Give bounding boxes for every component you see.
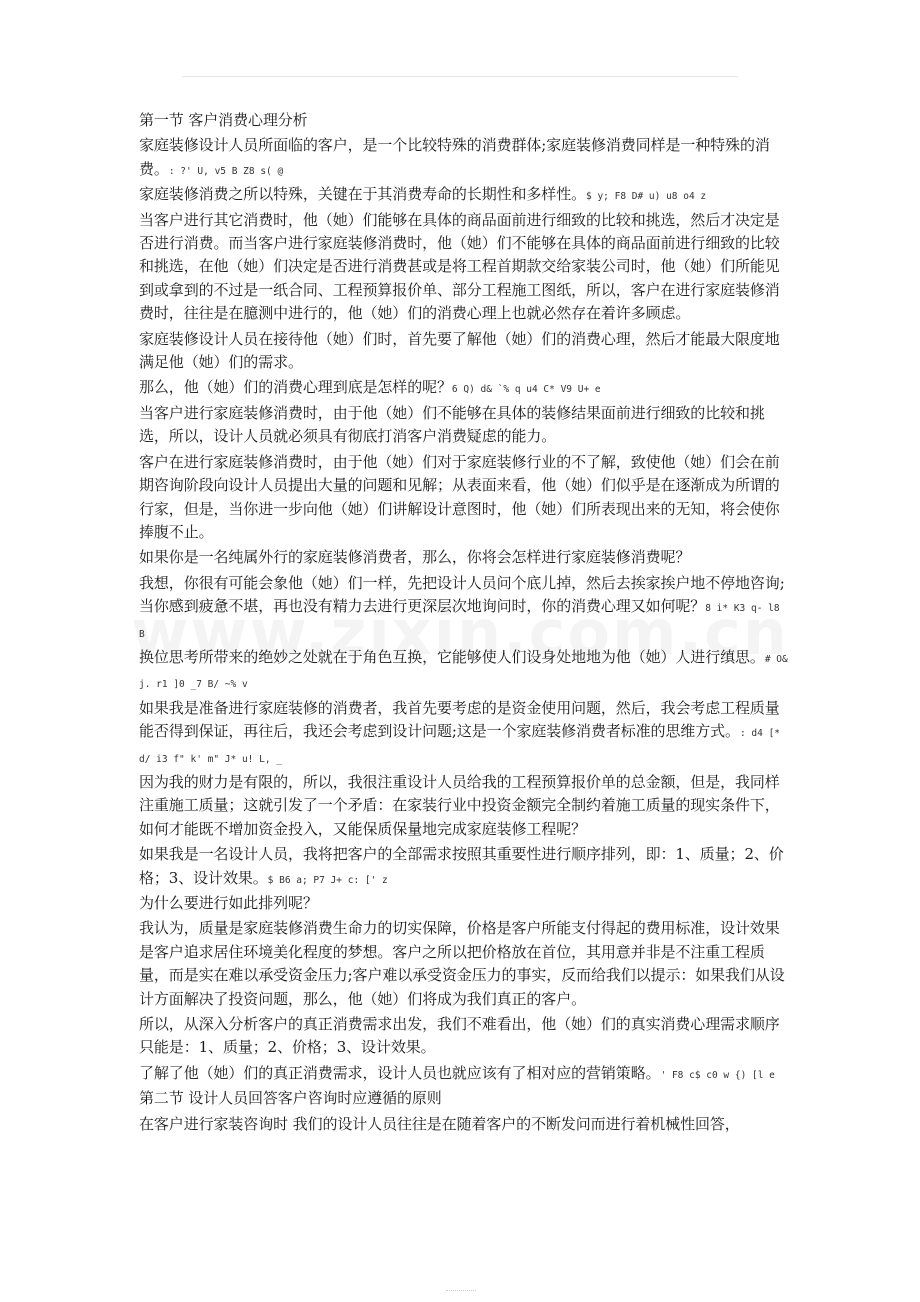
paragraph: 我想，你很有可能会象他（她）们一样，先把设计人员问个底儿掉，然后去挨家挨户地不停地咨询;当你感到疲惫不堪，再也没有精力去进行更深层次地询问时，你的消费心理又如何呢？8 i* K3 q- l8 B bbox=[139, 573, 785, 640]
paragraph: 因为我的财力是有限的，所以，我很注重设计人员给我的工程预算报价单的总金额，但是，我同样注重施工质量；这就引发了一个矛盾：在家装行业中投资金额完全制约着施工质量的现实条件下，如何才能既不增加资金投入，又能保质保量地完成家庭装修工程呢？ bbox=[139, 772, 780, 838]
paragraph: 我认为，质量是家庭装修消费生命力的切实保障，价格是客户所能支付得起的费用标准，设计效果是客户追求居住环境美化程度的梦想。客户之所以把价格放在首位，其用意并非是不注重工程质量，而是实在难以承受资金压力;客户难以承受资金压力的事实，反而给我们以提示：如果我们从设计方面解决了投资问题，那么，他（她）们将成为我们真正的客户。 bbox=[139, 919, 785, 1008]
paragraph: 家庭装修设计人员在接待他（她）们时，首先要了解他（她）们的消费心理，然后才能最大限度地满足他（她）们的需求。 bbox=[139, 329, 780, 372]
paragraph: 如果我是准备进行家庭装修的消费者，我首先要考虑的是资金使用问题，然后，我会考虑工程质量能否得到保证，再往后，我还会考虑到设计问题;这是一个家庭装修消费者标准的思维方式。: d4 [* d/ i3 f" k' m" J* u! L, _ bbox=[139, 698, 781, 765]
paragraph: 如果你是一名纯属外行的家庭装修消费者，那么，你将会怎样进行家庭装修消费呢？ bbox=[139, 548, 691, 567]
paragraph: 为什么要进行如此排列呢？ bbox=[139, 894, 318, 912]
document-body bbox=[139, 109, 789, 1138]
paragraph: 当客户进行家庭装修消费时，由于他（她）们不能够在具体的装修结果面前进行细致的比较和挑选，所以，设计人员就必须具有彻底打消客户消费疑虑的能力。 bbox=[139, 403, 765, 446]
paragraph: 所以，从深入分析客户的真正消费需求出发，我们不难看出，他（她）们的真实消费心理需求顺序只能是：1、质量；2、价格；3、设计效果。 bbox=[139, 1015, 780, 1057]
paragraph: 换位思考所带来的绝妙之处就在于角色互换，它能够使人们设身处地地为他（她）人进行缜思。# O& j. r1 ]0 _7 B/ ~% v bbox=[139, 647, 788, 691]
paragraph: 在客户进行家装咨询时 我们的设计人员往往是在随着客户的不断发问而进行着机械性回答， bbox=[139, 1114, 740, 1133]
paragraph: 家庭装修消费之所以特殊，关键在于其消费寿命的长期性和多样性。$ y; F8 D# u) u8 o4 z bbox=[139, 185, 707, 204]
section-heading: 第二节 设计人员回答客户咨询时应遵循的原则 bbox=[139, 1089, 442, 1108]
paragraph: 家庭装修设计人员所面临的客户，是一个比较特殊的消费群体;家庭装修消费同样是一种特殊的消费。: ?' U, v5 B Z8 s( @ bbox=[139, 136, 770, 178]
paragraph: 那么，他（她）们的消费心理到底是怎样的呢？6 Q) d& `% q u4 C* V9 U+ e bbox=[139, 378, 601, 397]
header-rule bbox=[182, 76, 738, 77]
footer-mark bbox=[446, 1290, 476, 1291]
paragraph: 了解了他（她）们的真正消费需求，设计人员也就应该有了相对应的营销策略。' F8 c$ c0 w {) [l e bbox=[139, 1063, 775, 1082]
paragraph: 客户在进行家庭装修消费时，由于他（她）们对于家庭装修行业的不了解，致使他（她）们会在前期咨询阶段向设计人员提出大量的问题和见解；从表面来看，他（她）们似乎是在逐渐成为所谓的行家，但是，当你进一步向他（她）们讲解设计意图时，他（她）们所表现出来的无知，将会使你捧腹不止。 bbox=[139, 452, 780, 541]
paragraph: 当客户进行其它消费时，他（她）们能够在具体的商品面前进行细致的比较和挑选，然后才决定是否进行消费。而当客户进行家庭装修消费时，他（她）们不能够在具体的商品面前进行细致的比较和挑选，在他（她）们决定是否进行消费甚或是将工程首期款交给家装公司时，他（她）们所能见到或拿到的不过是一纸合同、工程预算报价单、部分工程施工图纸，所以，客户在进行家庭装修消费时，往往是在臆测中进行的，他（她）们的消费心理上也就必然存在着许多顾虑。 bbox=[139, 210, 780, 323]
section-heading: 第一节 客户消费心理分析 bbox=[139, 111, 308, 129]
paragraph: 如果我是一名设计人员，我将把客户的全部需求按照其重要性进行顺序排列，即：1、质量；2、价格；3、设计效果。$ B6 a; P7 J+ c: [' z bbox=[139, 845, 784, 887]
